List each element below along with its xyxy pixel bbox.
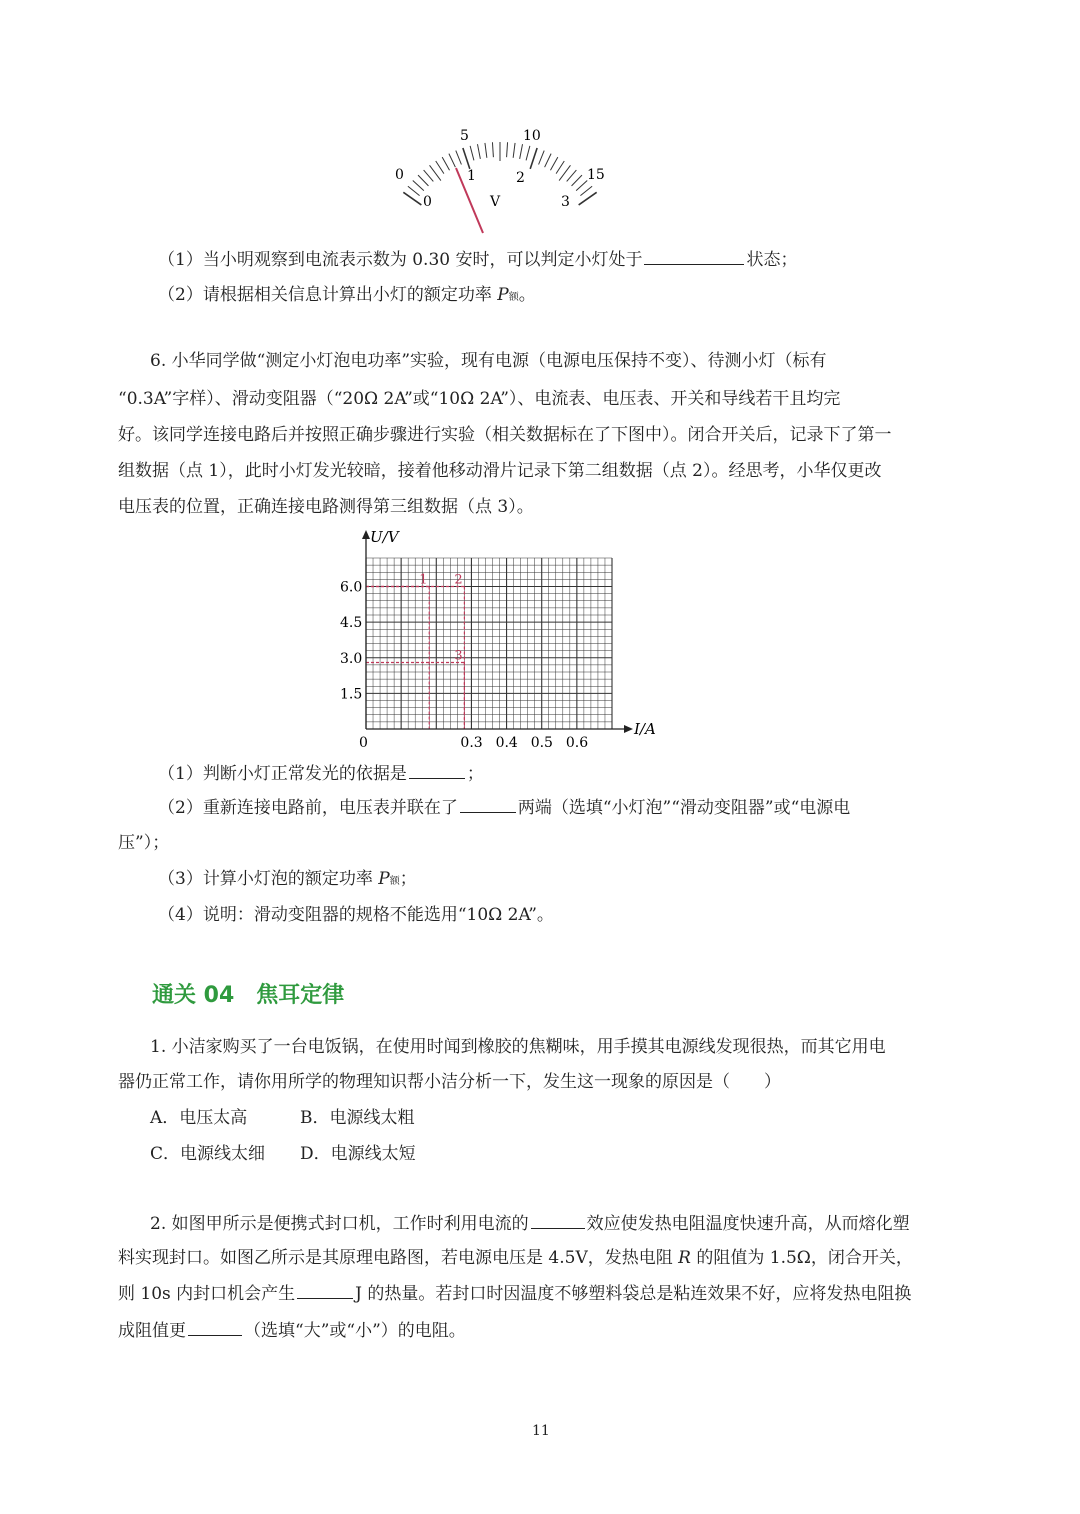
q6-line-2: “0.3A”字样）、滑动变阻器（“20Ω 2A”或“10Ω 2A”）、电流表、电压表、开关和导线若干且均完 <box>118 389 841 409</box>
dial-tick <box>449 154 455 168</box>
dial-outer-label-15: 15 <box>587 167 605 183</box>
q6-sub1 <box>158 762 484 785</box>
q5-sub1-tail: 状态； <box>746 250 798 270</box>
s2-line-4 <box>118 1319 466 1342</box>
dial-tick <box>556 161 564 174</box>
dial-tick <box>576 181 587 191</box>
point-label-3: 3 <box>454 648 463 664</box>
dial-tick <box>539 151 545 165</box>
s2-line-1-tail: 效应使发热电阻温度快速升高，从而熔化塑 <box>586 1214 910 1234</box>
dial-tick <box>408 186 420 195</box>
dial-tick <box>463 148 470 169</box>
q6-sub4: （4）说明：滑动变阻器的规格不能选用“10Ω 2A”。 <box>158 905 554 925</box>
dial-tick <box>572 175 582 186</box>
answer-blank[interactable] <box>531 1212 585 1229</box>
y-axis-label: U/V <box>370 528 399 546</box>
resistance-symbol: R <box>678 1248 691 1268</box>
x-tick-label: 0.4 <box>495 735 518 751</box>
s2-line-1-text: 2. 如图甲所示是便携式封口机，工作时利用电流的 <box>150 1214 529 1234</box>
s2-line-2-text: 料实现封口。如图乙所示是其原理电路图，若电源电压是 4.5V，发热电阻 <box>118 1248 673 1268</box>
dial-tick <box>545 154 551 168</box>
option-c[interactable]: C．电源线太细 <box>150 1144 266 1164</box>
dial-outer-label-5: 5 <box>460 128 469 144</box>
voltmeter-dial <box>380 120 620 240</box>
point-label-2: 2 <box>454 572 463 588</box>
s2-line-3 <box>118 1282 911 1305</box>
y-tick-label: 4.5 <box>340 615 363 632</box>
dial-tick <box>567 170 577 181</box>
dial-tick <box>418 175 428 186</box>
power-subscript: 额 <box>508 292 519 303</box>
answer-blank[interactable] <box>297 1282 353 1299</box>
dial-inner-label-0: 0 <box>423 194 432 210</box>
power-symbol: P <box>378 869 390 889</box>
q6-sub2-cont: 压”）； <box>118 833 170 853</box>
dial-inner-label-1: 1 <box>467 168 476 184</box>
q6-sub1-tail: ； <box>466 764 484 784</box>
q6-sub3-text: （3）计算小灯泡的额定功率 <box>158 869 373 889</box>
s2-line-3-text: 则 10s 内封口机会产生 <box>118 1284 296 1304</box>
power-subscript: 额 <box>389 876 400 887</box>
dial-inner-label-2: 2 <box>516 170 525 186</box>
section-number: 通关 04 <box>152 983 235 1008</box>
dial-tick <box>436 161 444 174</box>
dial-tick <box>530 148 537 169</box>
s2-line-1 <box>150 1212 910 1235</box>
y-tick-label: 6.0 <box>340 579 363 596</box>
s2-line-2 <box>118 1247 913 1269</box>
option-b[interactable]: B．电源线太粗 <box>300 1108 415 1128</box>
dial-tick <box>456 151 462 165</box>
q6-line-5: 电压表的位置，正确连接电路测得第三组数据（点 3）。 <box>118 497 534 517</box>
q5-sub1-text: （1）当小明观察到电流表示数为 0.30 安时，可以判定小灯处于 <box>158 250 643 270</box>
dial-unit-label: V <box>490 194 501 210</box>
dial-tick <box>550 157 557 170</box>
y-axis-arrow <box>362 530 370 539</box>
q6-sub1-text: （1）判断小灯正常发光的依据是 <box>158 764 407 784</box>
dial-tick <box>507 142 508 157</box>
point-label-1: 1 <box>419 572 428 588</box>
dial-tick <box>580 186 592 195</box>
x-axis-label: I/A <box>634 720 656 738</box>
dial-outer-label-0: 0 <box>395 167 404 183</box>
power-symbol: P <box>497 285 509 305</box>
dial-tick <box>413 181 424 191</box>
q6-sub3-end: ； <box>399 869 417 889</box>
q6-sub2 <box>158 796 850 819</box>
q6-line-4: 组数据（点 1），此时小灯发光较暗，接着他移动滑片记录下第二组数据（点 2）。经思考，小华仅更改 <box>118 461 882 481</box>
dial-outer-label-10: 10 <box>523 128 541 144</box>
y-tick-label: 3.0 <box>340 650 363 667</box>
dial-tick <box>424 170 434 181</box>
dial-tick <box>579 192 597 205</box>
dial-tick <box>403 192 421 205</box>
answer-blank[interactable] <box>188 1319 242 1336</box>
s1-line-2: 器仍正常工作，请你用所学的物理知识帮小洁分析一下，发生这一现象的原因是（ ） <box>118 1072 781 1092</box>
q5-sub2 <box>158 284 536 309</box>
y-tick-label: 1.5 <box>340 686 363 703</box>
q6-line-3: 好。该同学连接电路后并按照正确步骤进行实验（相关数据标在了下图中）。闭合开关后，记录下了第一 <box>118 425 892 445</box>
q5-sub2-text: （2）请根据相关信息计算出小灯的额定功率 <box>158 285 492 305</box>
dial-inner-label-3: 3 <box>561 194 570 210</box>
dial-tick <box>526 146 530 161</box>
dial-tick <box>520 144 523 159</box>
x-tick-label: 0.6 <box>565 735 589 751</box>
s1-line-1: 1. 小洁家购买了一台电饭锅，在使用时闻到橡胶的焦糊味，用手摸其电源线发现很热，而其它用电 <box>150 1037 886 1057</box>
answer-blank[interactable] <box>644 248 744 265</box>
dial-tick <box>492 142 493 157</box>
x-axis-arrow <box>624 725 633 733</box>
q6-sub2-text: （2）重新连接电路前，电压表并联在了 <box>158 798 458 818</box>
dial-tick <box>470 146 474 161</box>
origin-label: 0 <box>359 735 368 751</box>
option-d[interactable]: D．电源线太短 <box>300 1144 416 1164</box>
q6-sub3 <box>158 868 417 893</box>
s2-line-4-tail: （选填“大”或“小”）的电阻。 <box>244 1321 466 1341</box>
x-tick-label: 0.3 <box>460 735 483 751</box>
dial-tick <box>477 144 480 159</box>
s2-line-2-tail: 的阻值为 1.5Ω，闭合开关， <box>696 1248 913 1268</box>
s2-line-3-tail: J 的热量。若封口时因温度不够塑料袋总是粘连效果不好，应将发热电阻换 <box>355 1284 912 1304</box>
dial-tick <box>442 157 449 170</box>
q5-sub1 <box>158 248 797 271</box>
dial-tick <box>485 143 487 158</box>
answer-blank[interactable] <box>460 796 516 813</box>
option-a[interactable]: A．电压太高 <box>150 1108 248 1128</box>
q6-line-1: 6. 小华同学做“测定小灯泡电功率”实验，现有电源（电源电压保持不变）、待测小灯（标有 <box>150 351 827 371</box>
section-title: 焦耳定律 <box>256 983 345 1008</box>
page-number: 11 <box>532 1423 550 1439</box>
dial-tick <box>513 143 515 158</box>
answer-blank[interactable] <box>409 762 465 779</box>
chart-grid <box>366 558 612 729</box>
s2-line-4-text: 成阻值更 <box>118 1321 186 1341</box>
ui-chart <box>330 522 670 754</box>
section-heading <box>152 978 366 1009</box>
x-tick-label: 0.5 <box>530 735 553 751</box>
q6-sub2-tail: 两端（选填“小灯泡”“滑动变阻器”或“电源电 <box>517 798 851 818</box>
q5-sub2-end: 。 <box>518 285 536 305</box>
